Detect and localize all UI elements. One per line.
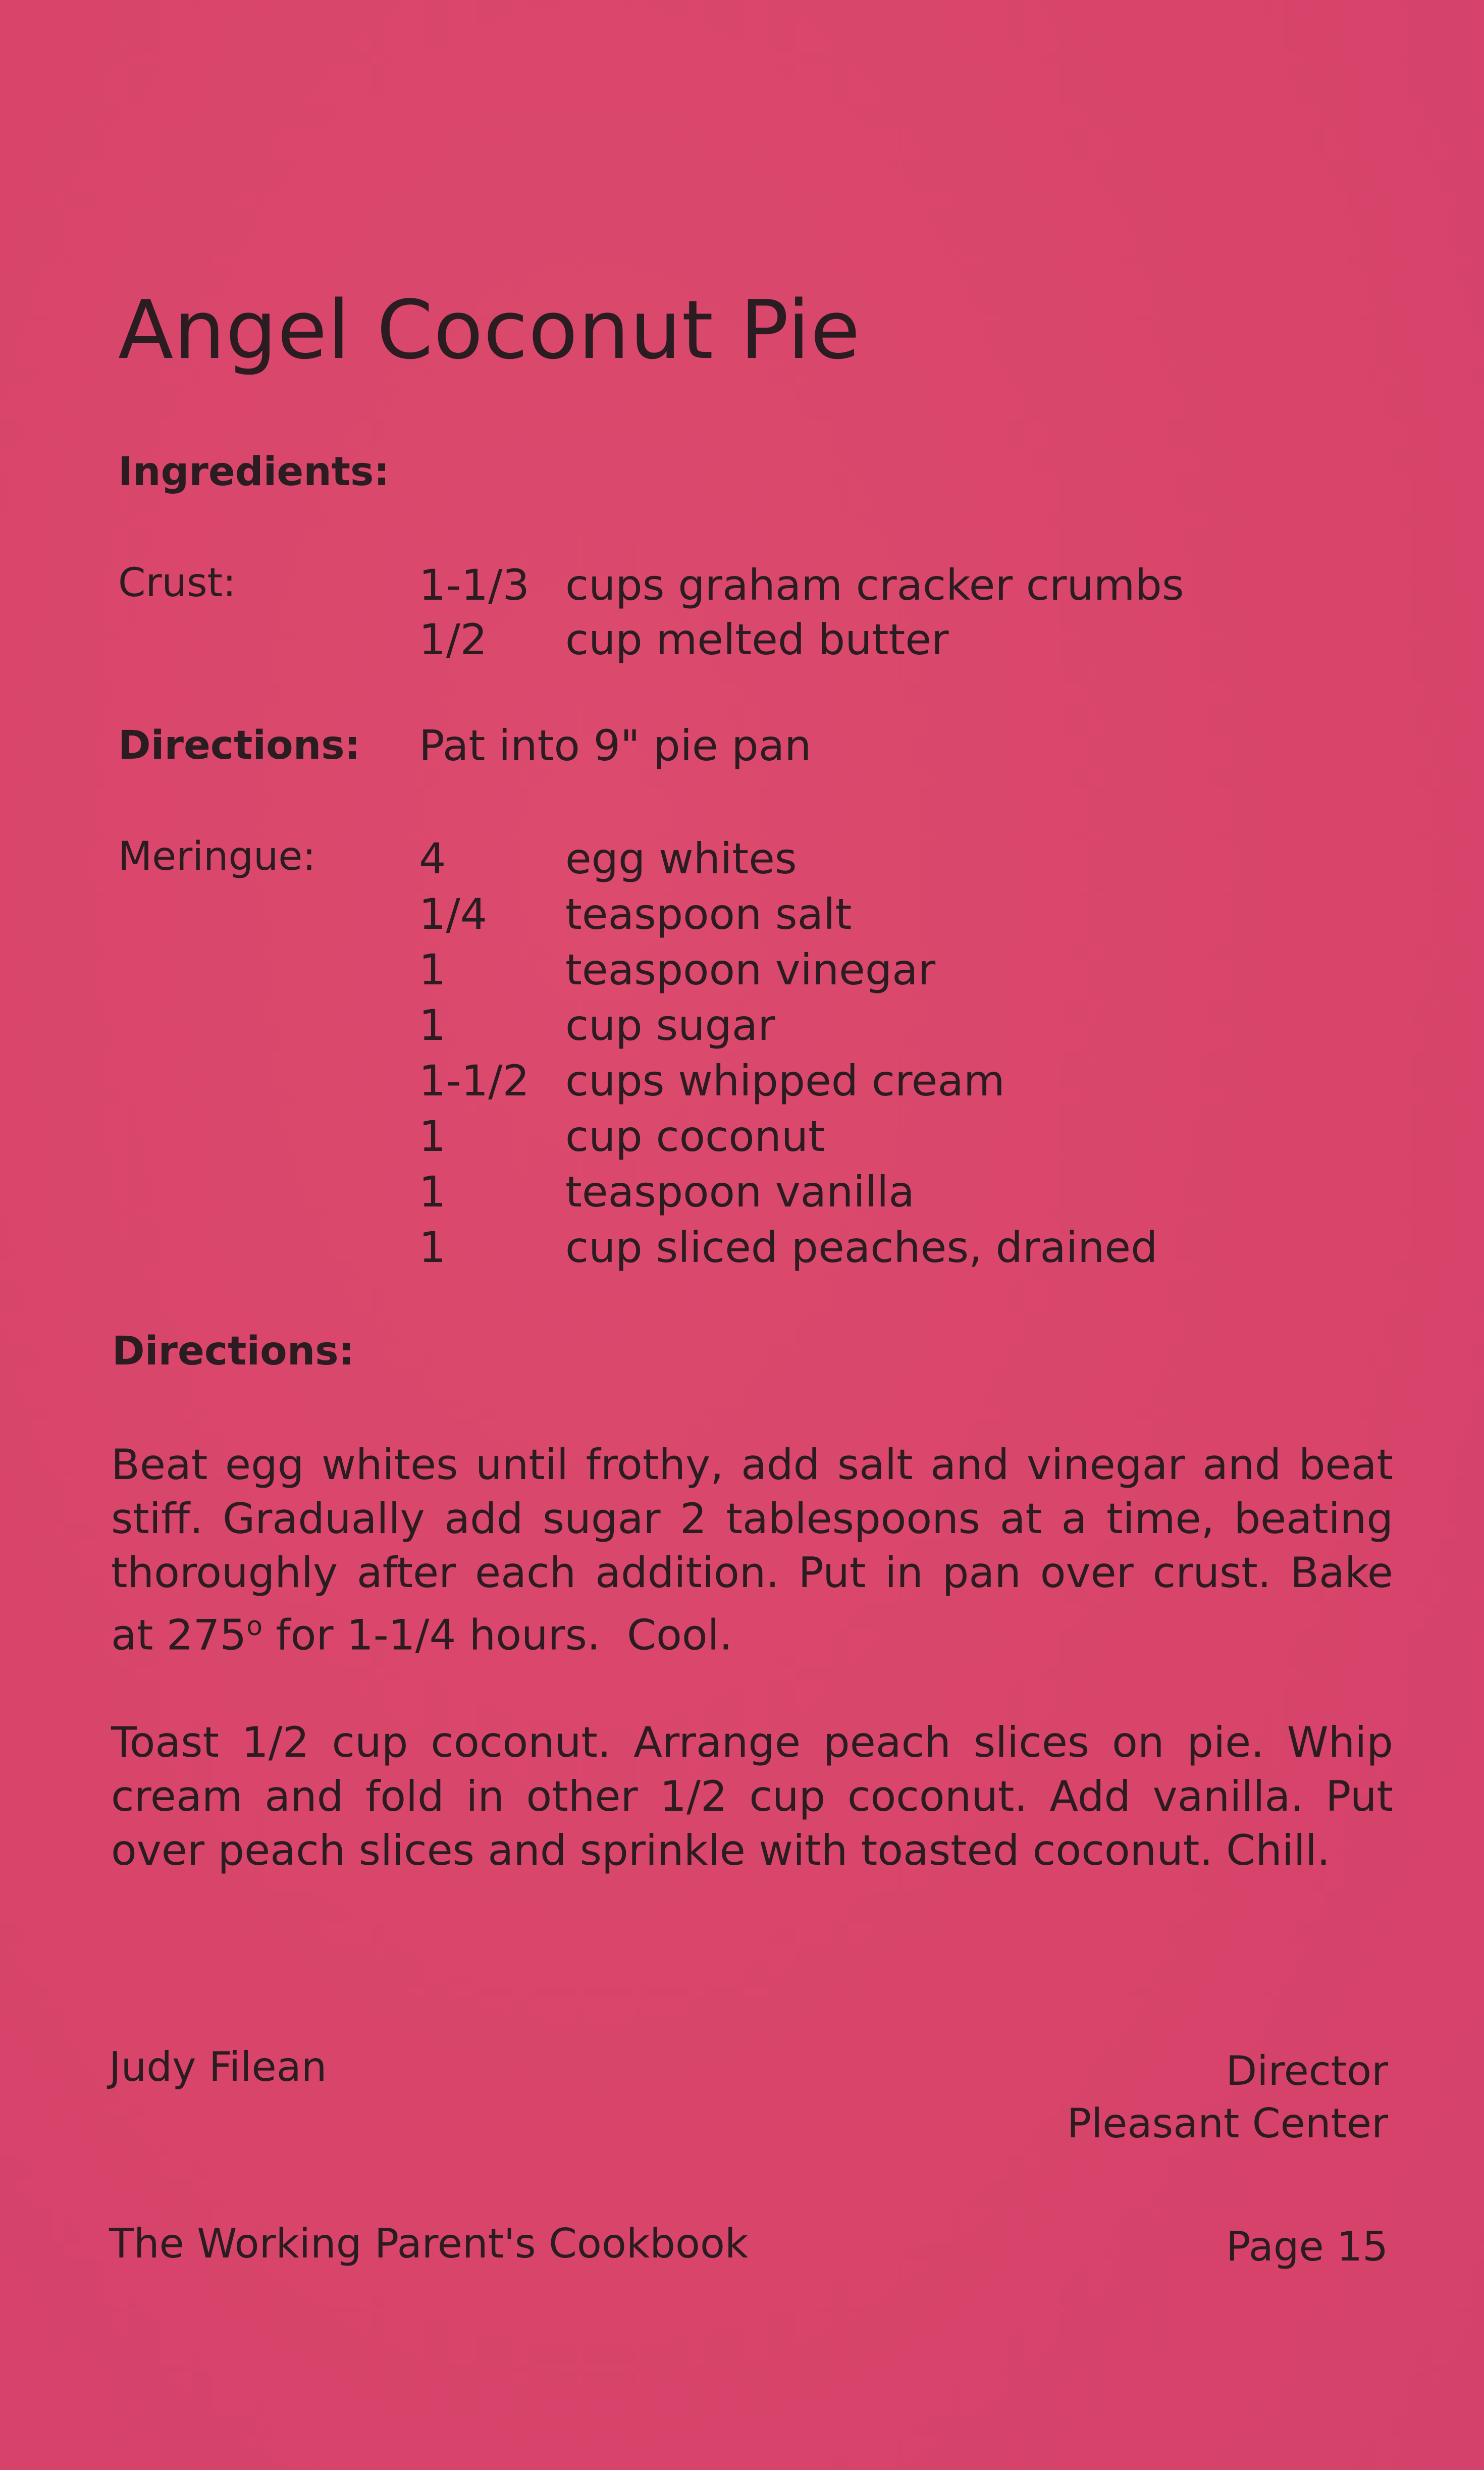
ingredient-qty: 1 (419, 1167, 446, 1217)
ingredient-qty: 1-1/3 (419, 560, 529, 610)
ingredient-qty: 1 (419, 945, 446, 994)
page-number: Page 15 (1226, 2223, 1388, 2270)
directions-heading: Directions: (112, 1329, 354, 1374)
ingredient-qty: 1/2 (419, 615, 488, 664)
crust-directions-label: Directions: (118, 723, 360, 768)
author-center: Pleasant Center (1067, 2100, 1388, 2147)
ingredient-name: cups whipped cream (565, 1056, 1005, 1106)
book-title: The Working Parent's Cookbook (109, 2220, 749, 2267)
ingredient-name: teaspoon salt (565, 889, 852, 939)
crust-label: Crust: (118, 560, 236, 606)
paragraph-line (111, 1600, 1393, 1662)
paragraph-line: cream and fold in other 1/2 cup coconut. Add vanilla. Put (111, 1772, 1393, 1821)
ingredient-qty: 4 (419, 834, 446, 883)
ingredient-name: cup melted butter (565, 615, 949, 664)
ingredients-heading: Ingredients: (118, 449, 390, 495)
ingredient-qty: 1 (419, 1001, 446, 1050)
author-role: Director (1226, 2047, 1388, 2094)
crust-directions-text: Pat into 9" pie pan (419, 721, 812, 770)
ingredient-name: cup sliced peaches, drained (565, 1223, 1158, 1272)
ingredient-name: egg whites (565, 834, 797, 883)
directions-paragraph-1 (111, 1438, 1393, 1662)
ingredient-qty: 1/4 (419, 889, 488, 939)
meringue-label: Meringue: (118, 834, 316, 879)
paragraph-line: thoroughly after each addition. Put in pan over crust. Bake (111, 1548, 1393, 1597)
ingredient-name: cups graham cracker crumbs (565, 560, 1184, 610)
ingredient-qty: 1-1/2 (419, 1056, 529, 1106)
paragraph-line: Toast 1/2 cup coconut. Arrange peach slices on pie. Whip (111, 1718, 1393, 1767)
paragraph-line: over peach slices and sprinkle with toasted coconut. Chill. (111, 1826, 1331, 1875)
recipe-title: Angel Coconut Pie (118, 283, 861, 377)
ingredient-qty: 1 (419, 1223, 446, 1272)
temperature-value: at 275 (111, 1610, 247, 1660)
ingredient-name: cup sugar (565, 1001, 775, 1050)
ingredient-name: teaspoon vinegar (565, 945, 936, 994)
author-name: Judy Filean (109, 2043, 327, 2090)
paragraph-line: Beat egg whites until frothy, add salt and vinegar and beat (111, 1440, 1393, 1489)
ingredient-name: cup coconut (565, 1112, 825, 1161)
directions-paragraph-2 (111, 1715, 1393, 1877)
paragraph-line-rest: for 1-1/4 hours. Cool. (262, 1610, 733, 1660)
degree-mark: o (246, 1611, 263, 1642)
ingredient-qty: 1 (419, 1112, 446, 1161)
ingredient-name: teaspoon vanilla (565, 1167, 915, 1217)
paragraph-line: stiff. Gradually add sugar 2 tablespoons at a time, beating (111, 1494, 1393, 1543)
